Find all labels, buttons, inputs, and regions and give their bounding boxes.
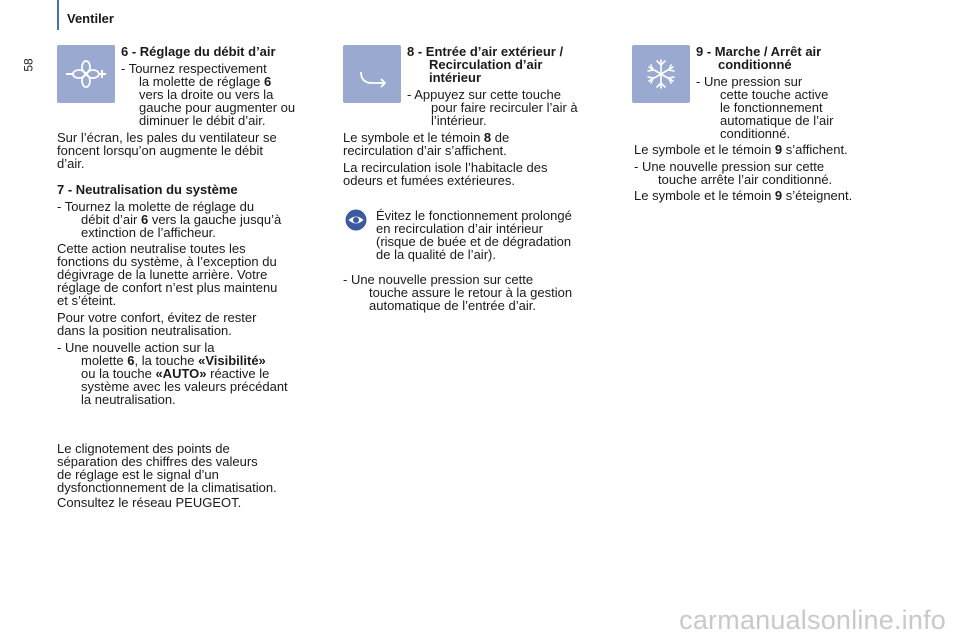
section-bar (57, 0, 59, 30)
bullet-8b-line3: automatique de l’entrée d’air. (369, 298, 536, 313)
eye-icon (345, 209, 367, 231)
bullet-9-line4: automatique de l’air (720, 113, 834, 128)
para-7a-line2: fonctions du système, à l’exception du (57, 254, 277, 269)
fan-icon (57, 45, 115, 103)
bullet-7a-line3: extinction de l’afficheur. (81, 225, 216, 240)
para-end-line4: dysfonctionnement de la climatisation. (57, 480, 277, 495)
bullet-7b-line2: molette 6, la touche «Visibilité» (81, 353, 266, 368)
heading-9-line1: 9 - Marche / Arrêt air (696, 44, 822, 59)
para-7b-line2: dans la position neutralisation. (57, 323, 232, 338)
page-number: 58 (21, 58, 36, 72)
snowflake-icon (632, 45, 690, 103)
bullet-6-line3: vers la droite ou vers la (139, 87, 274, 102)
bullet-7b-line4: système avec les valeurs précédant (81, 379, 288, 394)
bullet-8b-line2: touche assure le retour à la gestion (369, 285, 573, 300)
para-9a: Le symbole et le témoin 9 s’affichent. (634, 142, 848, 157)
heading-9-line2: conditionné (718, 57, 792, 72)
bullet-7a-line2: débit d’air 6 vers la gauche jusqu’à (81, 212, 282, 227)
bullet-7b-line5: la neutralisation. (81, 392, 176, 407)
bullet-6-line5: diminuer le débit d’air. (139, 113, 266, 128)
para-7a-line5: et s’éteint. (57, 293, 117, 308)
bullet-7b-line3: ou la touche «AUTO» réactive le (81, 366, 270, 381)
heading-8-line3: intérieur (429, 70, 482, 85)
para-6-line2: foncent lorsqu’on augmente le débit (57, 143, 263, 158)
para-8a-line1: Le symbole et le témoin 8 de (343, 130, 510, 145)
bullet-6-line4: gauche pour augmenter ou (139, 100, 296, 115)
para-end2: Consultez le réseau PEUGEOT. (57, 495, 242, 510)
bullet-7b-line1: - Une nouvelle action sur la (57, 340, 215, 355)
heading-7: 7 - Neutralisation du système (57, 182, 238, 197)
para-8a-line2: recirculation d’air s’affichent. (343, 143, 507, 158)
bullet-9-line3: le fonctionnement (720, 100, 823, 115)
bullet-8-line1: - Appuyez sur cette touche (407, 87, 561, 102)
note-line2: en recirculation d’air intérieur (376, 221, 543, 236)
note-line1: Évitez le fonctionnement prolongé (376, 208, 572, 223)
para-7a-line4: réglage de confort n’est plus maintenu (57, 280, 278, 295)
bullet-9-line2: cette touche active (720, 87, 829, 102)
para-end-line1: Le clignotement des points de (57, 441, 230, 456)
para-7b-line1: Pour votre confort, évitez de rester (57, 310, 257, 325)
bullet-6-line1: - Tournez respectivement (121, 61, 267, 76)
bullet-9b-line2: touche arrête l’air conditionné. (658, 172, 833, 187)
heading-6: 6 - Réglage du débit d’air (121, 44, 276, 59)
heading-8-line1: 8 - Entrée d’air extérieur / (407, 44, 564, 59)
bullet-7a-line1: - Tournez la molette de réglage du (57, 199, 255, 214)
bullet-6-line2: la molette de réglage 6 (139, 74, 272, 89)
bullet-9-line1: - Une pression sur (696, 74, 803, 89)
para-7a-line3: dégivrage de la lunette arrière. Votre (57, 267, 268, 282)
para-8b-line1: La recirculation isole l’habitacle des (343, 160, 548, 175)
bullet-9b-line1: - Une nouvelle pression sur cette (634, 159, 825, 174)
para-6-line3: d’air. (57, 156, 85, 171)
section-title: Ventiler (67, 11, 114, 26)
para-8b-line2: odeurs et fumées extérieures. (343, 173, 515, 188)
bullet-8b-line1: - Une nouvelle pression sur cette (343, 272, 534, 287)
recirculation-icon (343, 45, 401, 103)
bullet-9-line5: conditionné. (720, 126, 791, 141)
watermark: carmanualsonline.info (679, 605, 946, 635)
para-6-line1: Sur l’écran, les pales du ventilateur se (57, 130, 277, 145)
bullet-8-line2: pour faire recirculer l’air à (431, 100, 578, 115)
heading-8-line2: Recirculation d’air (429, 57, 543, 72)
note-line3: (risque de buée et de dégradation (376, 234, 572, 249)
para-7a-line1: Cette action neutralise toutes les (57, 241, 246, 256)
para-end-line3: de réglage est le signal d’un (57, 467, 219, 482)
bullet-8-line3: l’intérieur. (431, 113, 487, 128)
para-9b: Le symbole et le témoin 9 s’éteignent. (634, 188, 853, 203)
note-line4: de la qualité de l’air). (376, 247, 496, 262)
para-end-line2: séparation des chiffres des valeurs (57, 454, 258, 469)
